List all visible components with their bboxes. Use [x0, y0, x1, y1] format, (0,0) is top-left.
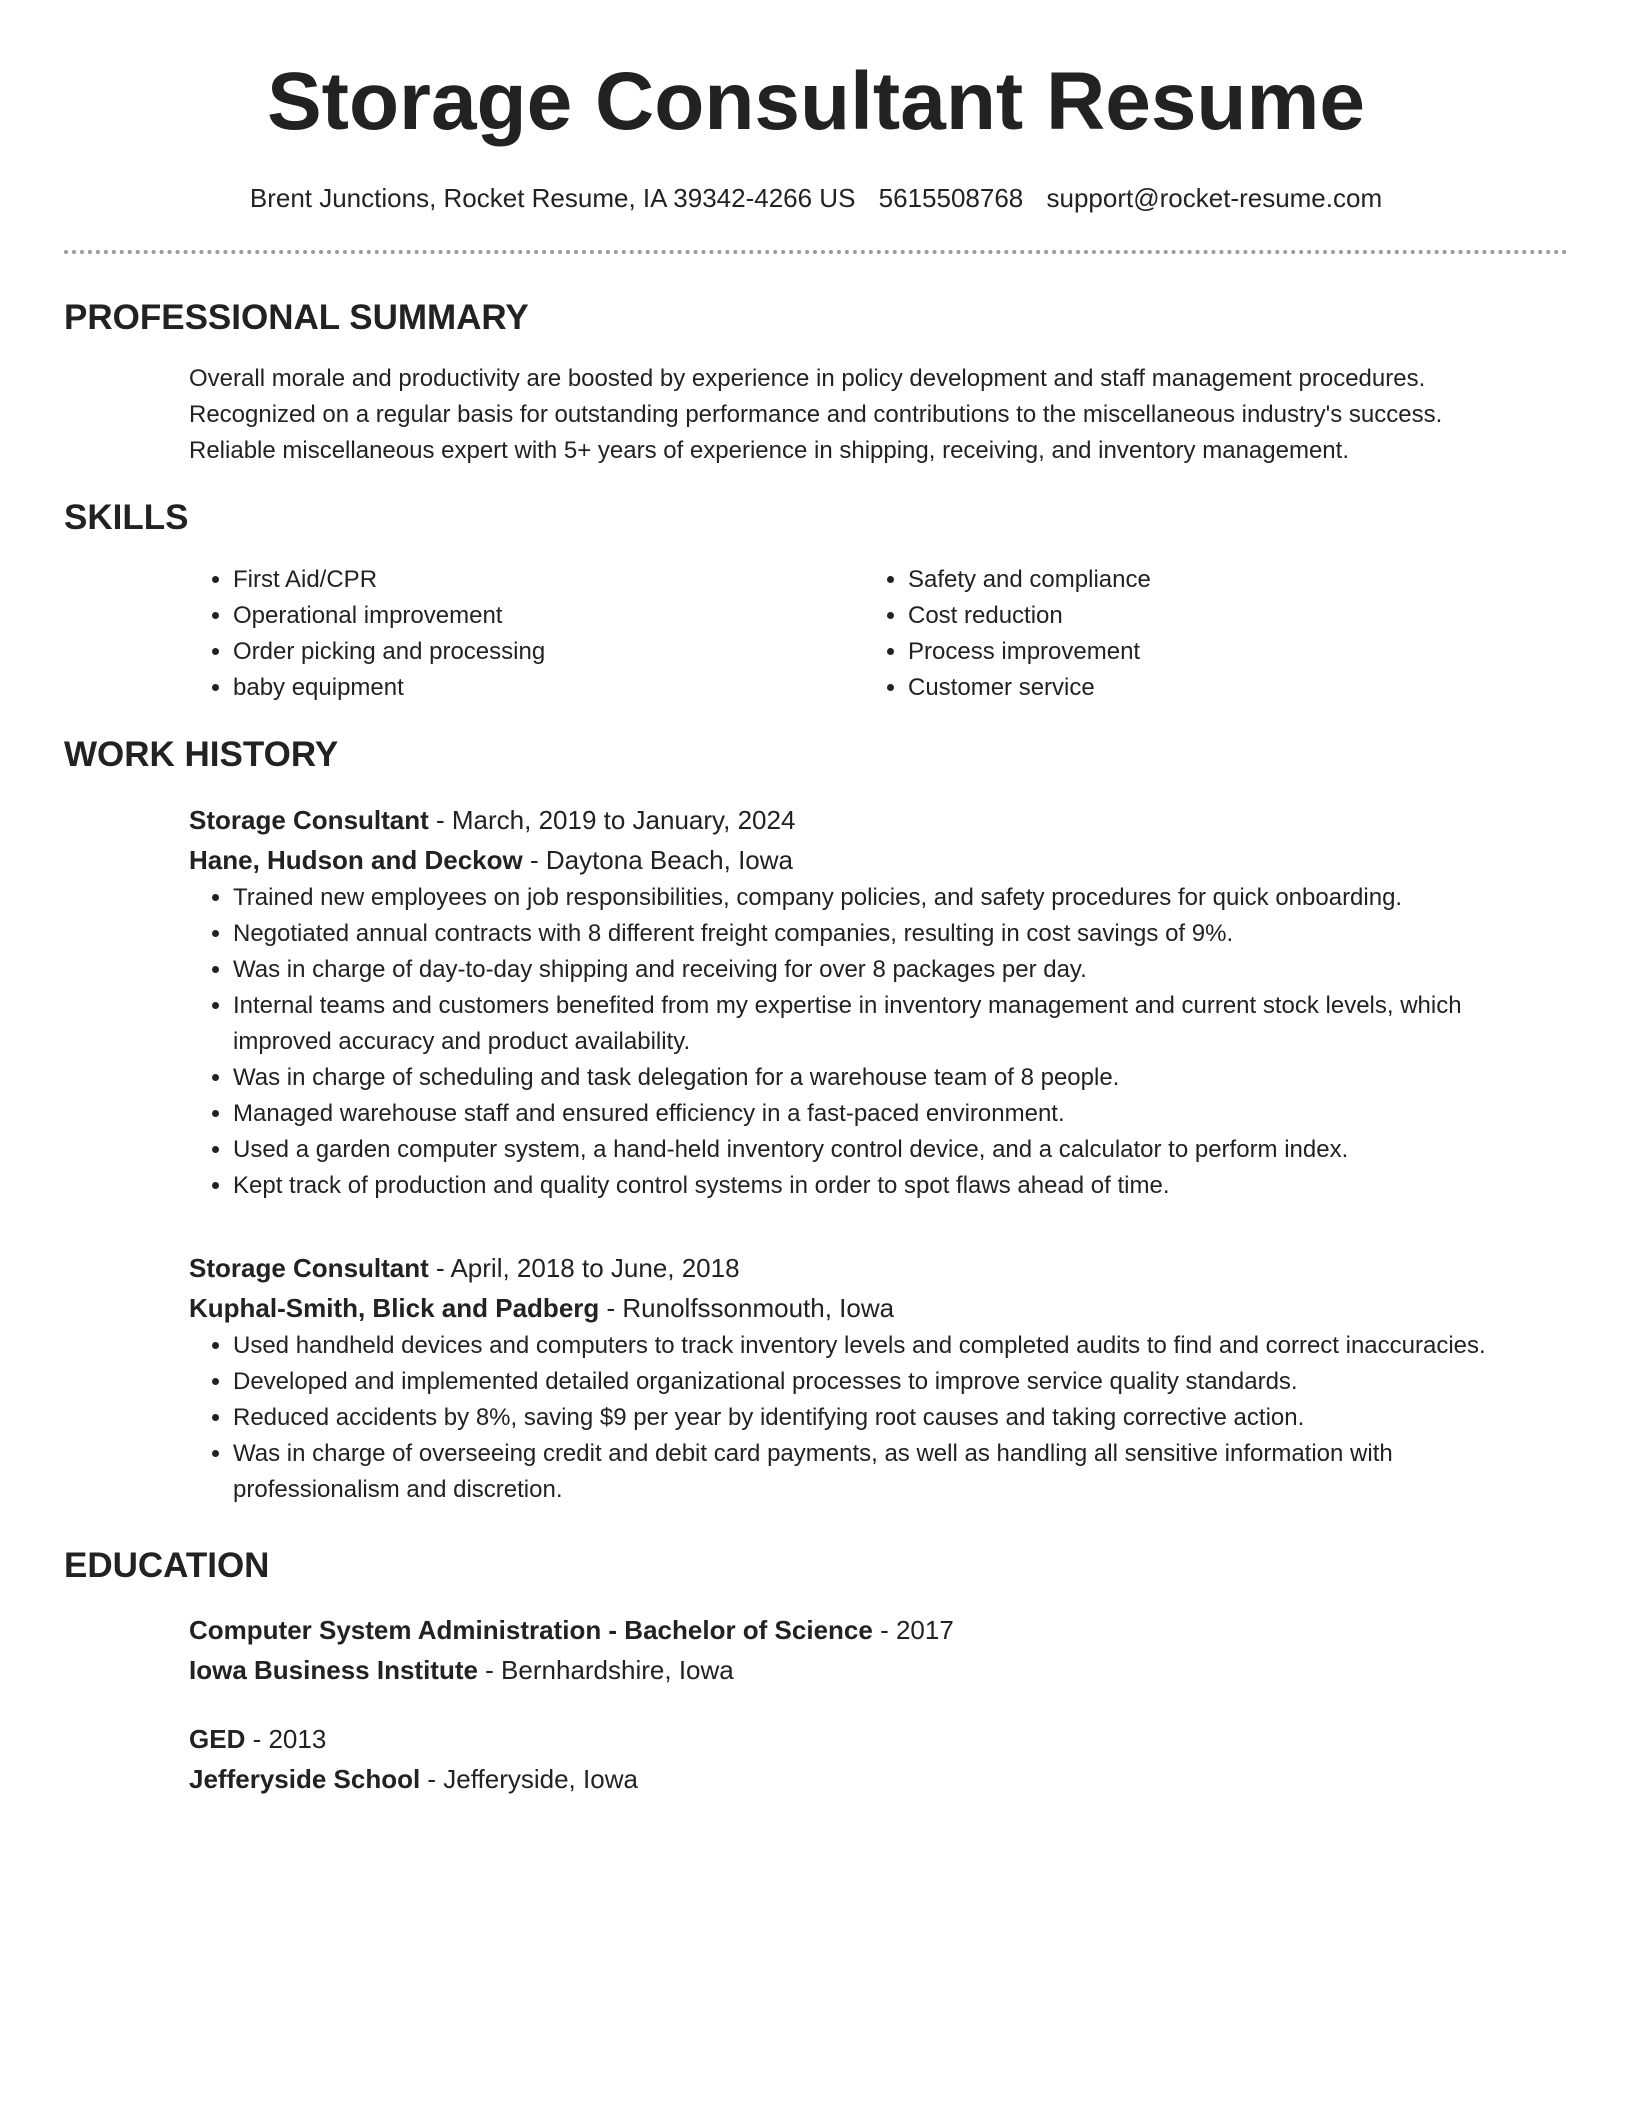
summary-line: Recognized on a regular basis for outstanding performance and contributions to the miscellaneous industry's success. [189, 401, 1443, 428]
job-location: - Runolfssonmouth, Iowa [599, 1293, 895, 1323]
job-company-line [189, 840, 1559, 880]
education-school-line [189, 1759, 1559, 1799]
job-dates: - March, 2019 to January, 2024 [428, 805, 796, 835]
education-entry [189, 1610, 1559, 1690]
job-bullet: • Was in charge of day-to-day shipping and receiving for over 8 packages per day. [233, 952, 1559, 988]
education-degree: GED [189, 1724, 246, 1754]
education-entry [189, 1719, 1559, 1799]
job-bullet: • Developed and implemented detailed organizational processes to improve service quality standards. [233, 1364, 1559, 1400]
education-school: Jefferyside School [189, 1764, 421, 1794]
header-divider [64, 250, 1568, 254]
education-degree: Computer System Administration - Bachelor of Science [189, 1615, 873, 1645]
job-bullet: • Internal teams and customers benefited from my expertise in inventory management and current stock levels, which improved accuracy and product availability. [233, 988, 1559, 1060]
education-location: - Jefferyside, Iowa [420, 1764, 638, 1794]
resume-title: Storage Consultant Resume [266, 56, 1366, 147]
education-year: - 2017 [872, 1615, 954, 1645]
job-bullet: • Kept track of production and quality control systems in order to spot flaws ahead of time. [233, 1168, 1559, 1204]
job-title: Storage Consultant [189, 805, 429, 835]
job-bullet: • Was in charge of scheduling and task delegation for a warehouse team of 8 people. [233, 1060, 1559, 1096]
education-degree-line [189, 1610, 1559, 1650]
skill-item: • baby equipment [233, 670, 829, 706]
skills-column-left [189, 562, 829, 706]
summary-text [189, 361, 1559, 469]
work-history-heading: WORK HISTORY [64, 735, 339, 774]
job-bullet: • Trained new employees on job responsibilities, company policies, and safety procedures for quick onboarding. [233, 880, 1559, 916]
education-location: - Bernhardshire, Iowa [477, 1655, 734, 1685]
job-company: Kuphal-Smith, Blick and Padberg [189, 1293, 600, 1323]
education-degree-line [189, 1719, 1559, 1759]
job-bullet: • Managed warehouse staff and ensured efficiency in a fast-paced environment. [233, 1096, 1559, 1132]
skill-item: • Order picking and processing [233, 634, 829, 670]
skill-item: • Safety and compliance [908, 562, 1504, 598]
skill-item: • Process improvement [908, 634, 1504, 670]
job-title: Storage Consultant [189, 1253, 429, 1283]
job-company: Hane, Hudson and Deckow [189, 845, 523, 875]
job-bullet: • Reduced accidents by 8%, saving $9 per year by identifying root causes and taking corrective action. [233, 1400, 1559, 1436]
summary-heading: PROFESSIONAL SUMMARY [64, 298, 529, 337]
job-dates: - April, 2018 to June, 2018 [428, 1253, 740, 1283]
job-title-line [189, 800, 1559, 840]
job-location: - Daytona Beach, Iowa [522, 845, 793, 875]
skills-heading: SKILLS [64, 498, 189, 537]
job-bullet: • Used handheld devices and computers to track inventory levels and completed audits to find and correct inaccuracies. [233, 1328, 1559, 1364]
skill-item: • Cost reduction [908, 598, 1504, 634]
summary-line: Overall morale and productivity are boosted by experience in policy development and staff management procedures. [189, 365, 1426, 392]
contact-address: Brent Junctions, Rocket Resume, IA 39342-4266 US [249, 183, 856, 213]
job-entry [189, 1248, 1559, 1508]
job-bullet: • Negotiated annual contracts with 8 different freight companies, resulting in cost savings of 9%. [233, 916, 1559, 952]
education-school-line [189, 1650, 1559, 1690]
skill-item: • First Aid/CPR [233, 562, 829, 598]
job-title-line [189, 1248, 1559, 1288]
education-year: - 2013 [245, 1724, 327, 1754]
contact-phone: 5615508768 [878, 183, 1024, 213]
skills-column-right [864, 562, 1504, 706]
education-heading: EDUCATION [64, 1546, 270, 1585]
contact-email: support@rocket-resume.com [1046, 183, 1383, 213]
job-bullets [189, 880, 1559, 1204]
job-company-line [189, 1288, 1559, 1328]
job-entry [189, 800, 1559, 1204]
job-bullets [189, 1328, 1559, 1508]
contact-line [0, 180, 1632, 216]
job-bullet: • Used a garden computer system, a hand-held inventory control device, and a calculator to perform index. [233, 1132, 1559, 1168]
skill-item: • Operational improvement [233, 598, 829, 634]
summary-line: Reliable miscellaneous expert with 5+ years of experience in shipping, receiving, and inventory management. [189, 437, 1349, 464]
job-bullet: • Was in charge of overseeing credit and debit card payments, as well as handling all sensitive information with professionalism and discretion. [233, 1436, 1559, 1508]
education-school: Iowa Business Institute [189, 1655, 478, 1685]
skill-item: • Customer service [908, 670, 1504, 706]
